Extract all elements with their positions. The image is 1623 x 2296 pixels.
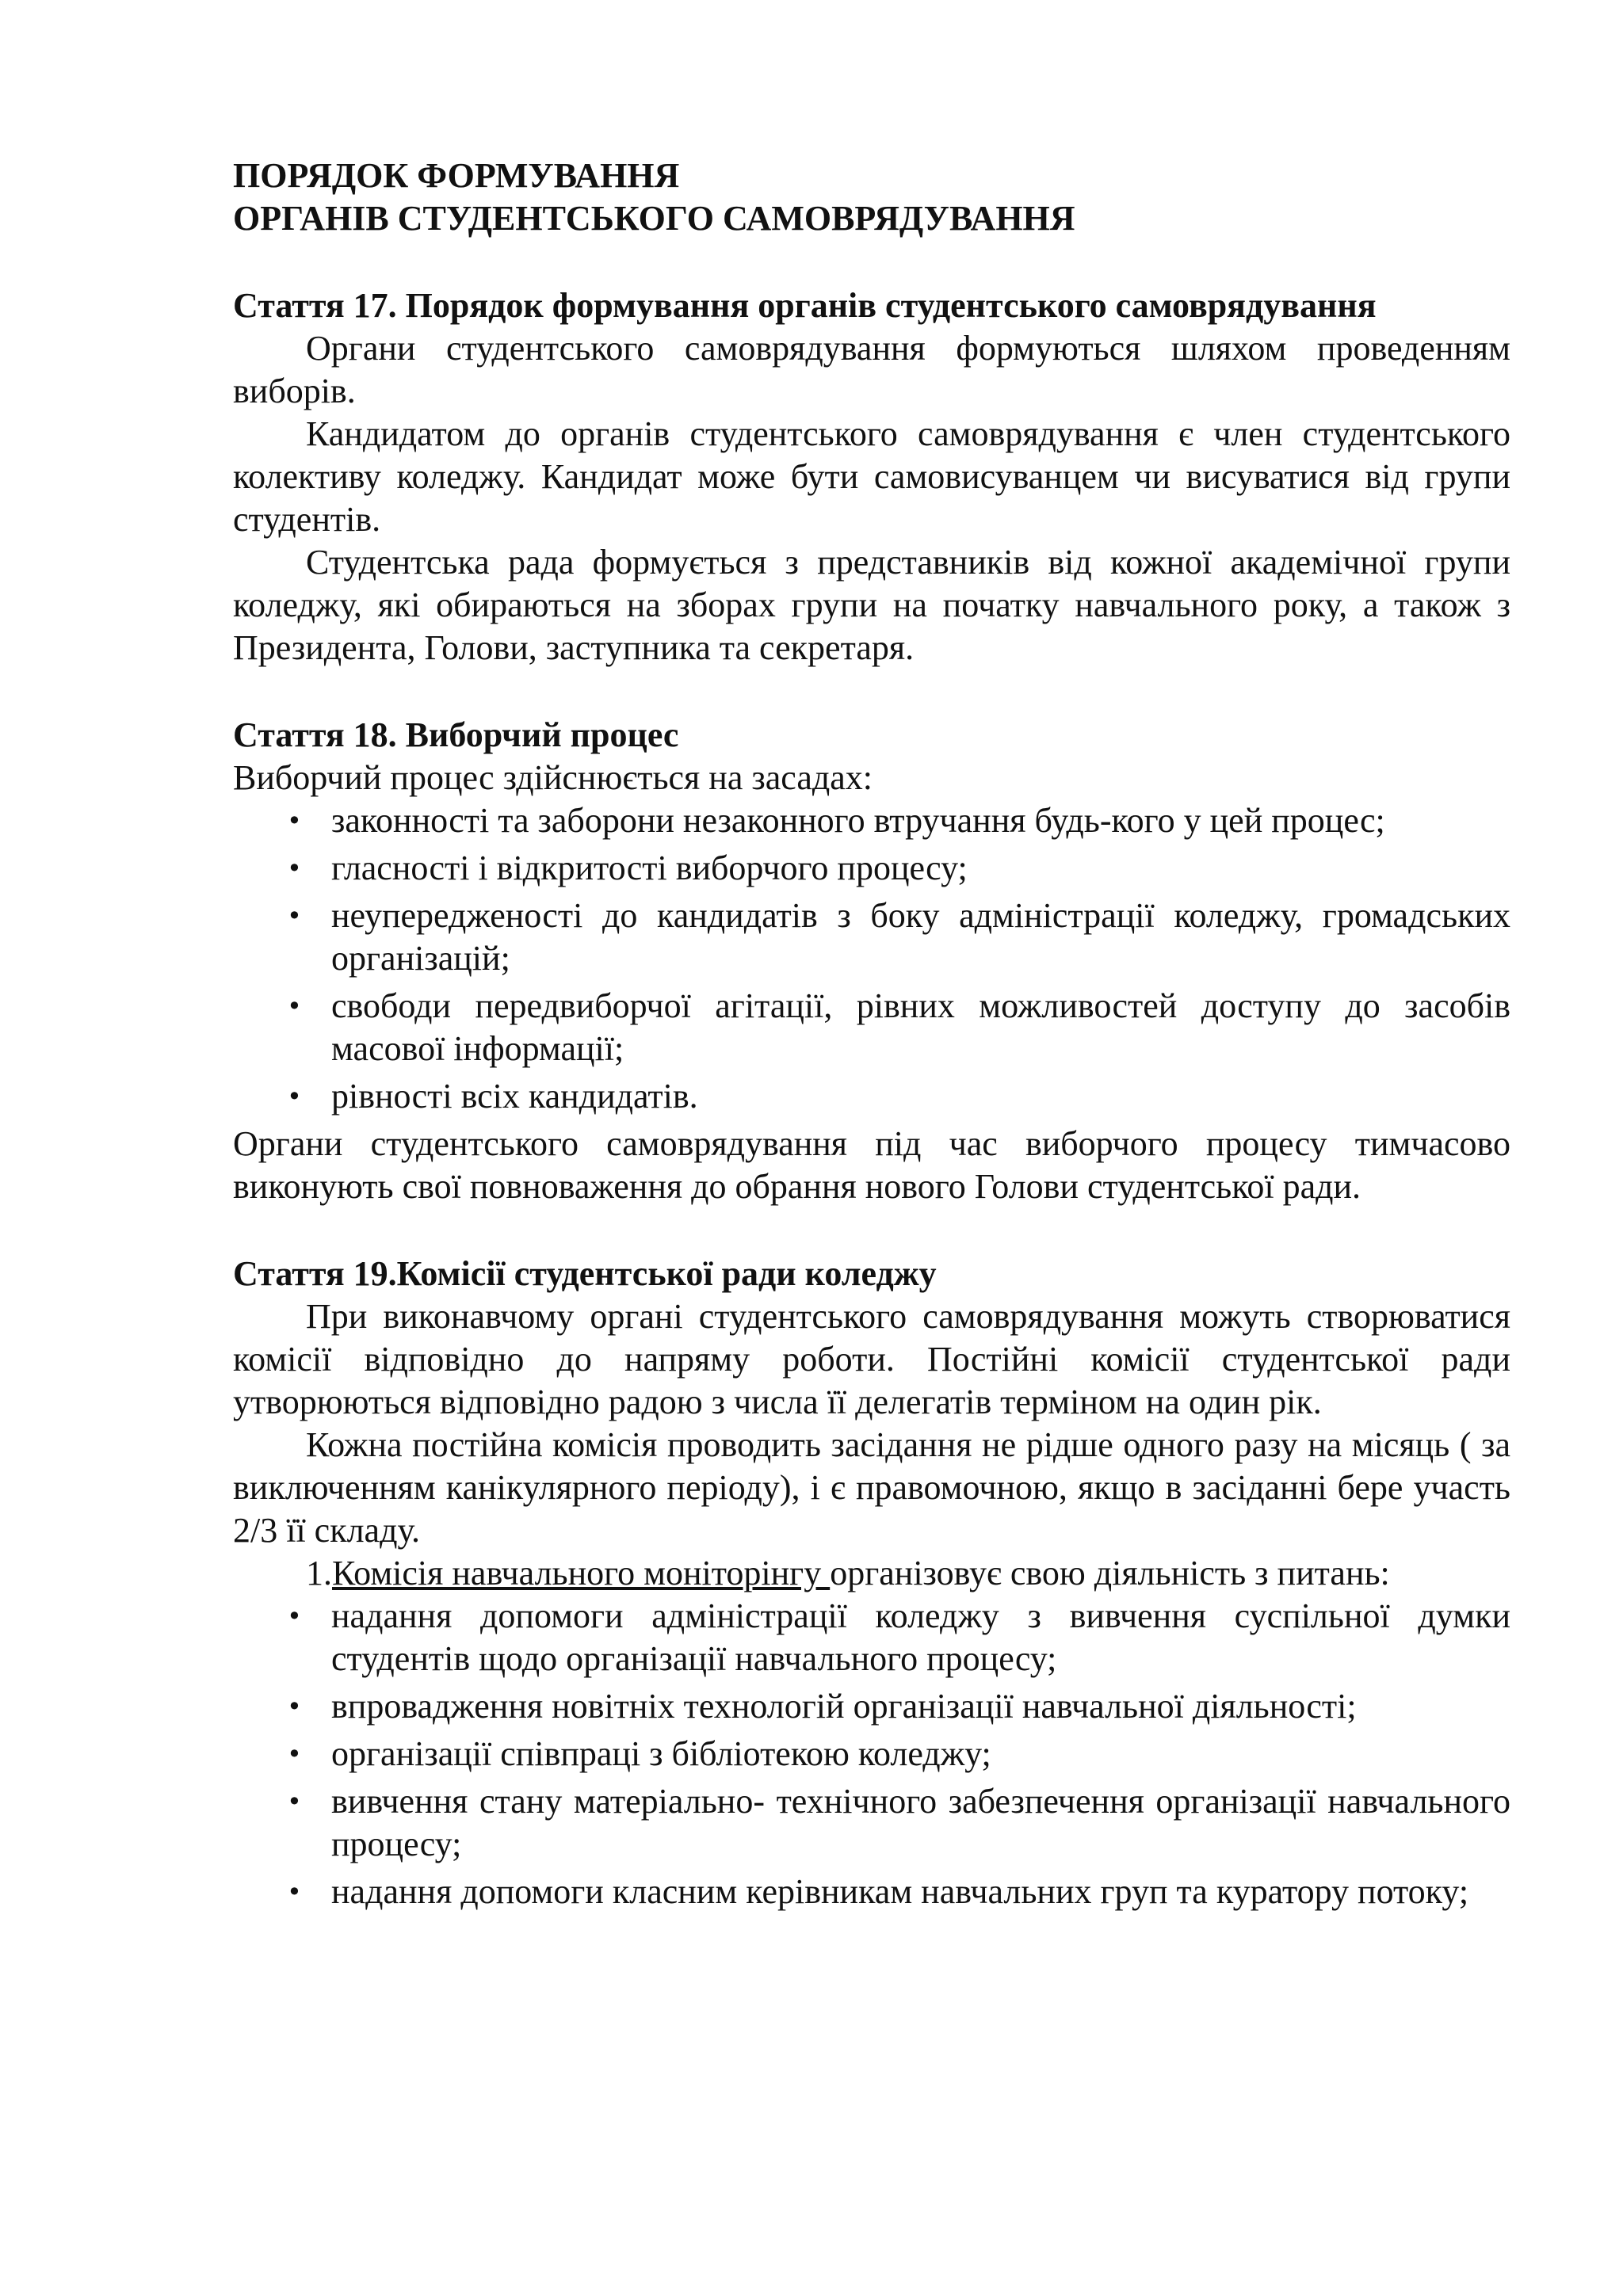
list-item <box>287 894 1510 980</box>
commission-description: організовує свою діяльність з питань: <box>830 1554 1390 1592</box>
bullet-icon: • <box>287 806 302 836</box>
article-18-bullet-list <box>233 799 1510 1118</box>
bullet-icon: • <box>287 991 302 1021</box>
list-item-text: вивчення стану матеріально- технічного забезпечення організації навчального процесу; <box>331 1782 1510 1863</box>
article-19-paragraph: При виконавчому органі студентського самоврядування можуть створюватися комісії відповідно до напряму роботи. Постійні комісії студентської ради утворюються відповідно радою з числа її делегатів терміном на один рік. <box>233 1297 1510 1421</box>
title-line-1: ПОРЯДОК ФОРМУВАННЯ <box>233 156 680 195</box>
list-item <box>287 799 1510 842</box>
list-item <box>287 1075 1510 1118</box>
list-item <box>287 985 1510 1070</box>
list-item-text: надання допомоги класним керівникам навчальних груп та куратору потоку; <box>331 1872 1469 1911</box>
article-18 <box>233 714 1510 1208</box>
list-item <box>287 1780 1510 1866</box>
bullet-icon: • <box>287 853 302 883</box>
article-17-paragraph: Кандидатом до органів студентського самоврядування є член студентського колективу коледжу. Кандидат може бути самовисуванцем чи висуватися від групи студентів. <box>233 414 1510 539</box>
article-19-bullet-list <box>233 1595 1510 1913</box>
article-17 <box>233 284 1510 669</box>
list-item <box>287 847 1510 890</box>
list-item <box>287 1733 1510 1775</box>
article-19 <box>233 1253 1510 1913</box>
commission-paragraph <box>233 1552 1510 1595</box>
bullet-icon: • <box>287 1601 302 1631</box>
bullet-icon: • <box>287 1877 302 1907</box>
article-17-heading: Стаття 17. Порядок формування органів студентського самоврядування <box>233 286 1377 325</box>
bullet-icon: • <box>287 1787 302 1817</box>
list-item-text: неупередженості до кандидатів з боку адміністрації коледжу, громадських організацій; <box>331 896 1510 978</box>
article-18-heading: Стаття 18. Виборчий процес <box>233 715 679 754</box>
document-title <box>233 154 1510 240</box>
article-19-paragraph: Кожна постійна комісія проводить засідання не рідше одного разу на місяць ( за виключенням канікулярного періоду), і є правомочною, якщо в засіданні бере участь 2/3 її складу. <box>233 1425 1510 1550</box>
list-item <box>287 1685 1510 1728</box>
article-17-paragraph: Студентська рада формується з представників від кожної академічної групи коледжу, які обираються на зборах групи на початку навчального року, а також з Президента, Голови, заступника та секретаря. <box>233 543 1510 667</box>
bullet-icon: • <box>287 1739 302 1769</box>
bullet-icon: • <box>287 1081 302 1112</box>
document-page <box>233 154 1510 1958</box>
list-item <box>287 1871 1510 1913</box>
article-19-heading: Стаття 19.Комісії студентської ради коледжу <box>233 1254 937 1293</box>
title-line-2: ОРГАНІВ СТУДЕНТСЬКОГО САМОВРЯДУВАННЯ <box>233 199 1075 238</box>
list-item-text: надання допомоги адміністрації коледжу з вивчення суспільної думки студентів щодо організації навчального процесу; <box>331 1596 1510 1678</box>
list-item-text: гласності і відкритості виборчого процесу; <box>331 849 968 887</box>
commission-name: Комісія навчального моніторінгу <box>332 1554 831 1592</box>
list-item-text: рівності всіх кандидатів. <box>331 1077 698 1116</box>
bullet-icon: • <box>287 901 302 931</box>
article-18-closing: Органи студентського самоврядування під час виборчого процесу тимчасово виконують свої повноваження до обрання нового Голови студентської ради. <box>233 1124 1510 1206</box>
commission-number: 1. <box>306 1554 332 1592</box>
list-item-text: впровадження новітніх технологій організації навчальної діяльності; <box>331 1687 1357 1726</box>
list-item-text: організації співпраці з бібліотекою коледжу; <box>331 1734 991 1773</box>
article-17-paragraph: Органи студентського самоврядування формуються шляхом проведенням виборів. <box>233 329 1510 410</box>
list-item-text: законності та заборони незаконного втручання будь-кого у цей процес; <box>331 801 1385 840</box>
list-item <box>287 1595 1510 1680</box>
bullet-icon: • <box>287 1691 302 1722</box>
list-item-text: свободи передвиборчої агітації, рівних можливостей доступу до засобів масової інформації; <box>331 986 1510 1068</box>
article-18-intro: Виборчий процес здійснюється на засадах: <box>233 758 873 797</box>
